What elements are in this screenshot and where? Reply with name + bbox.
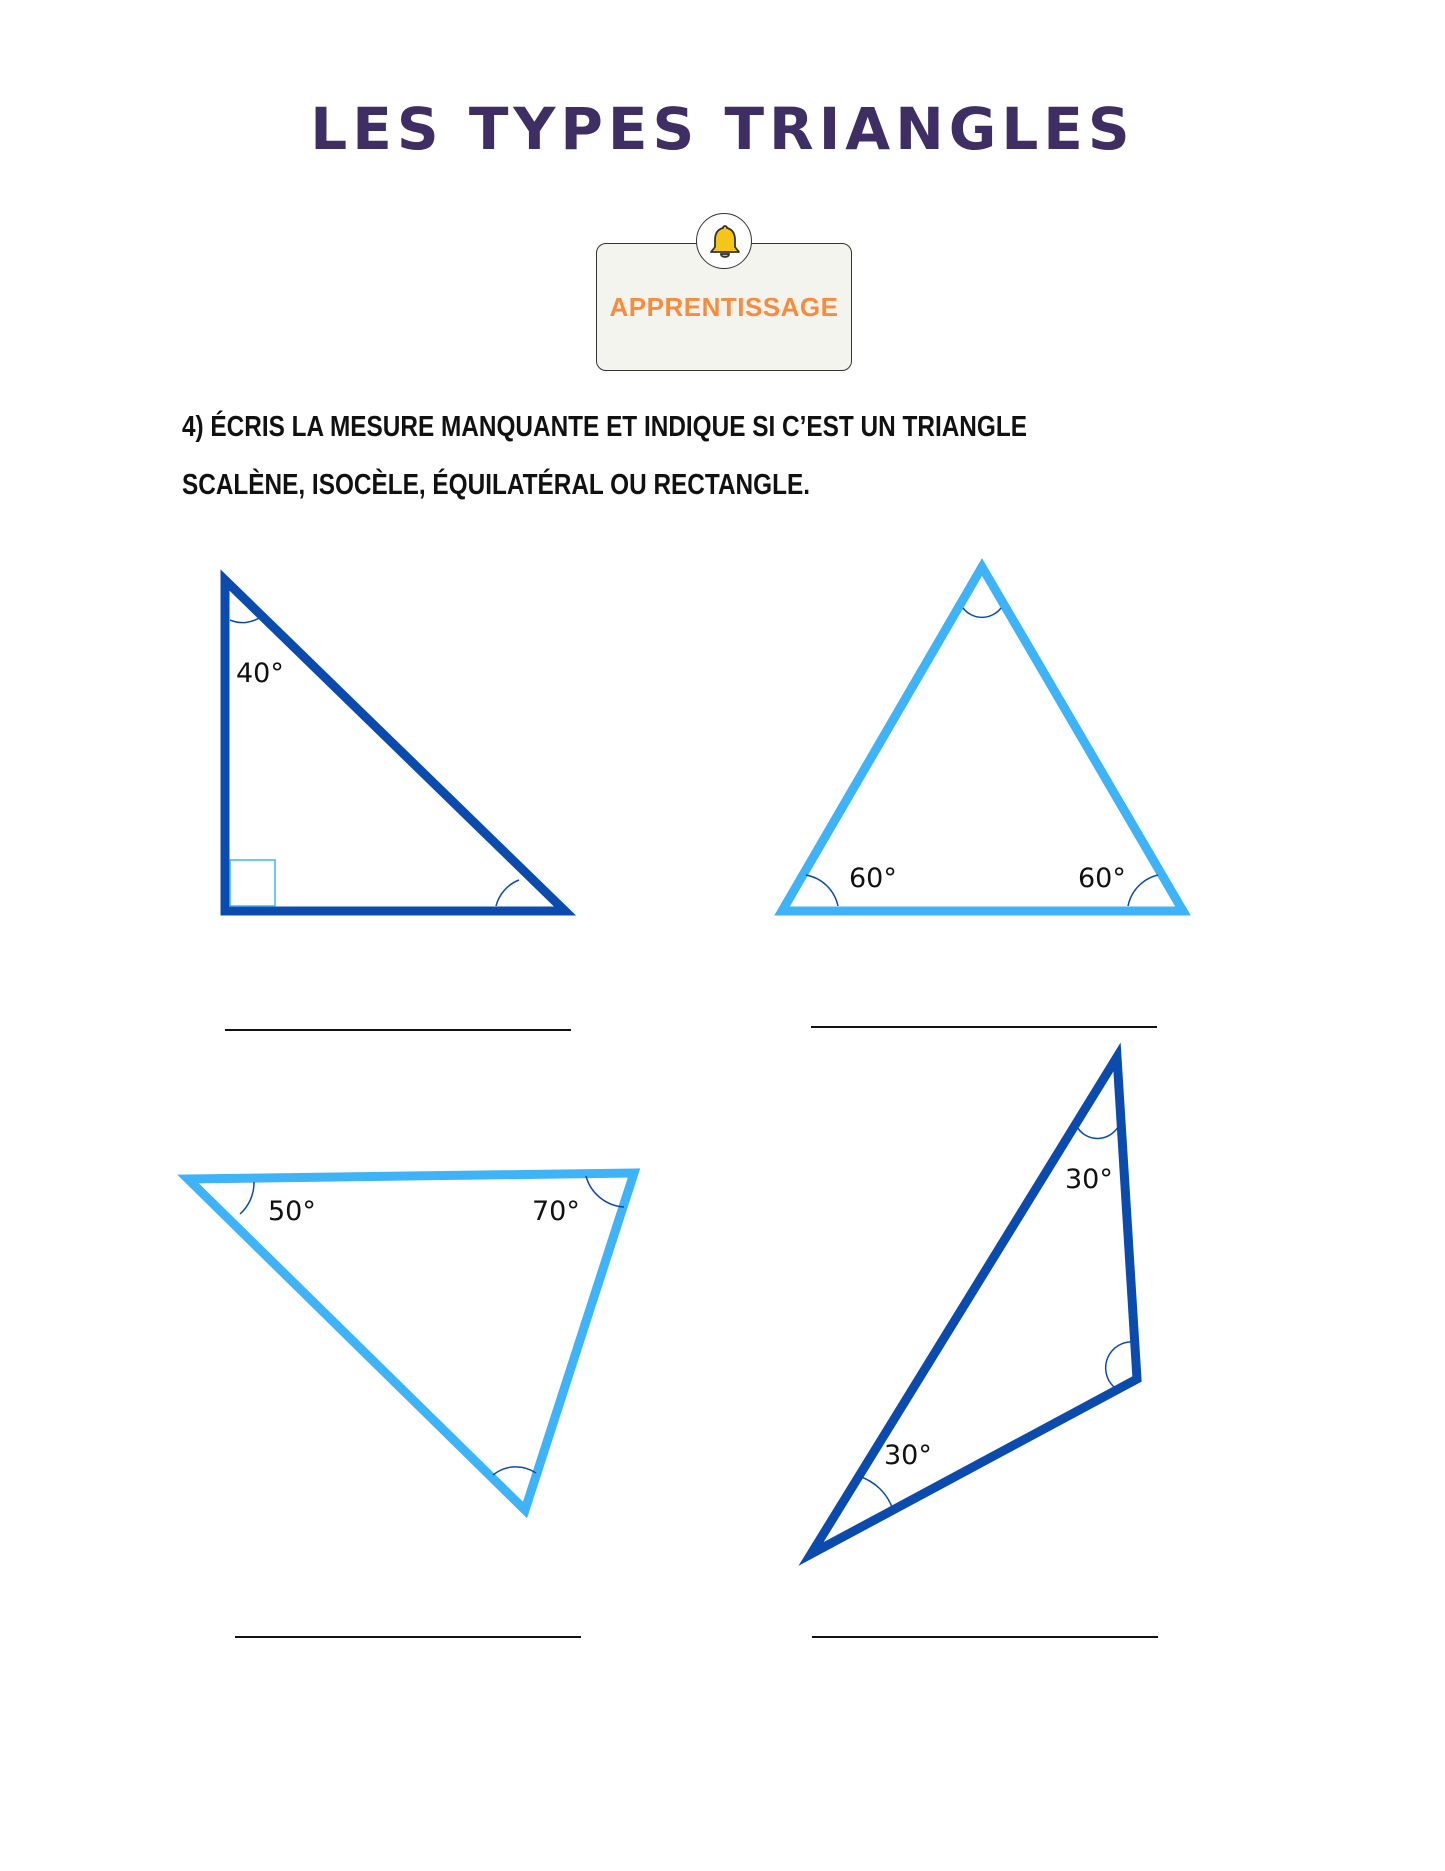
triangle-2	[782, 567, 1183, 911]
triangle-2-shape	[782, 567, 1183, 911]
angle-label: 60°	[849, 863, 897, 894]
triangle-2-top-angle-arc	[963, 608, 1001, 617]
angle-label: 50°	[268, 1196, 316, 1227]
triangle-1-shape	[225, 580, 565, 911]
angle-label: 30°	[884, 1440, 932, 1471]
triangle-2-right-angle-arc	[1128, 875, 1158, 906]
badge-label: APPRENTISSAGE	[609, 292, 839, 322]
triangle-4-bottom-angle-arc	[858, 1476, 893, 1510]
triangle-3	[188, 1173, 634, 1510]
triangle-1	[225, 580, 565, 911]
angle-label: 30°	[1065, 1164, 1113, 1195]
angle-label: 60°	[1078, 863, 1126, 894]
right-angle-mark	[230, 860, 275, 906]
triangle-4-top-angle-arc	[1076, 1123, 1120, 1138]
triangle-2-left-angle-arc	[806, 875, 838, 906]
triangle-3-right-angle-arc	[586, 1176, 624, 1207]
triangle-3-left-angle-arc	[240, 1182, 254, 1214]
triangle-4	[811, 1057, 1137, 1554]
triangle-1-right-angle-arc	[496, 880, 519, 906]
page-title: LES TYPES TRIANGLES	[310, 95, 1135, 163]
triangle-3-bottom-angle-arc	[493, 1467, 536, 1475]
instructions-text: 4) ÉCRIS LA MESURE MANQUANTE ET INDIQUE SI C’EST UN TRIANGLE SCALÈNE, ISOCÈLE, ÉQUILATÉRAL OU RECTANGLE.	[182, 411, 1027, 501]
triangle-4-shape	[811, 1057, 1137, 1554]
angle-label: 40°	[236, 658, 284, 689]
angle-label: 70°	[532, 1196, 580, 1227]
